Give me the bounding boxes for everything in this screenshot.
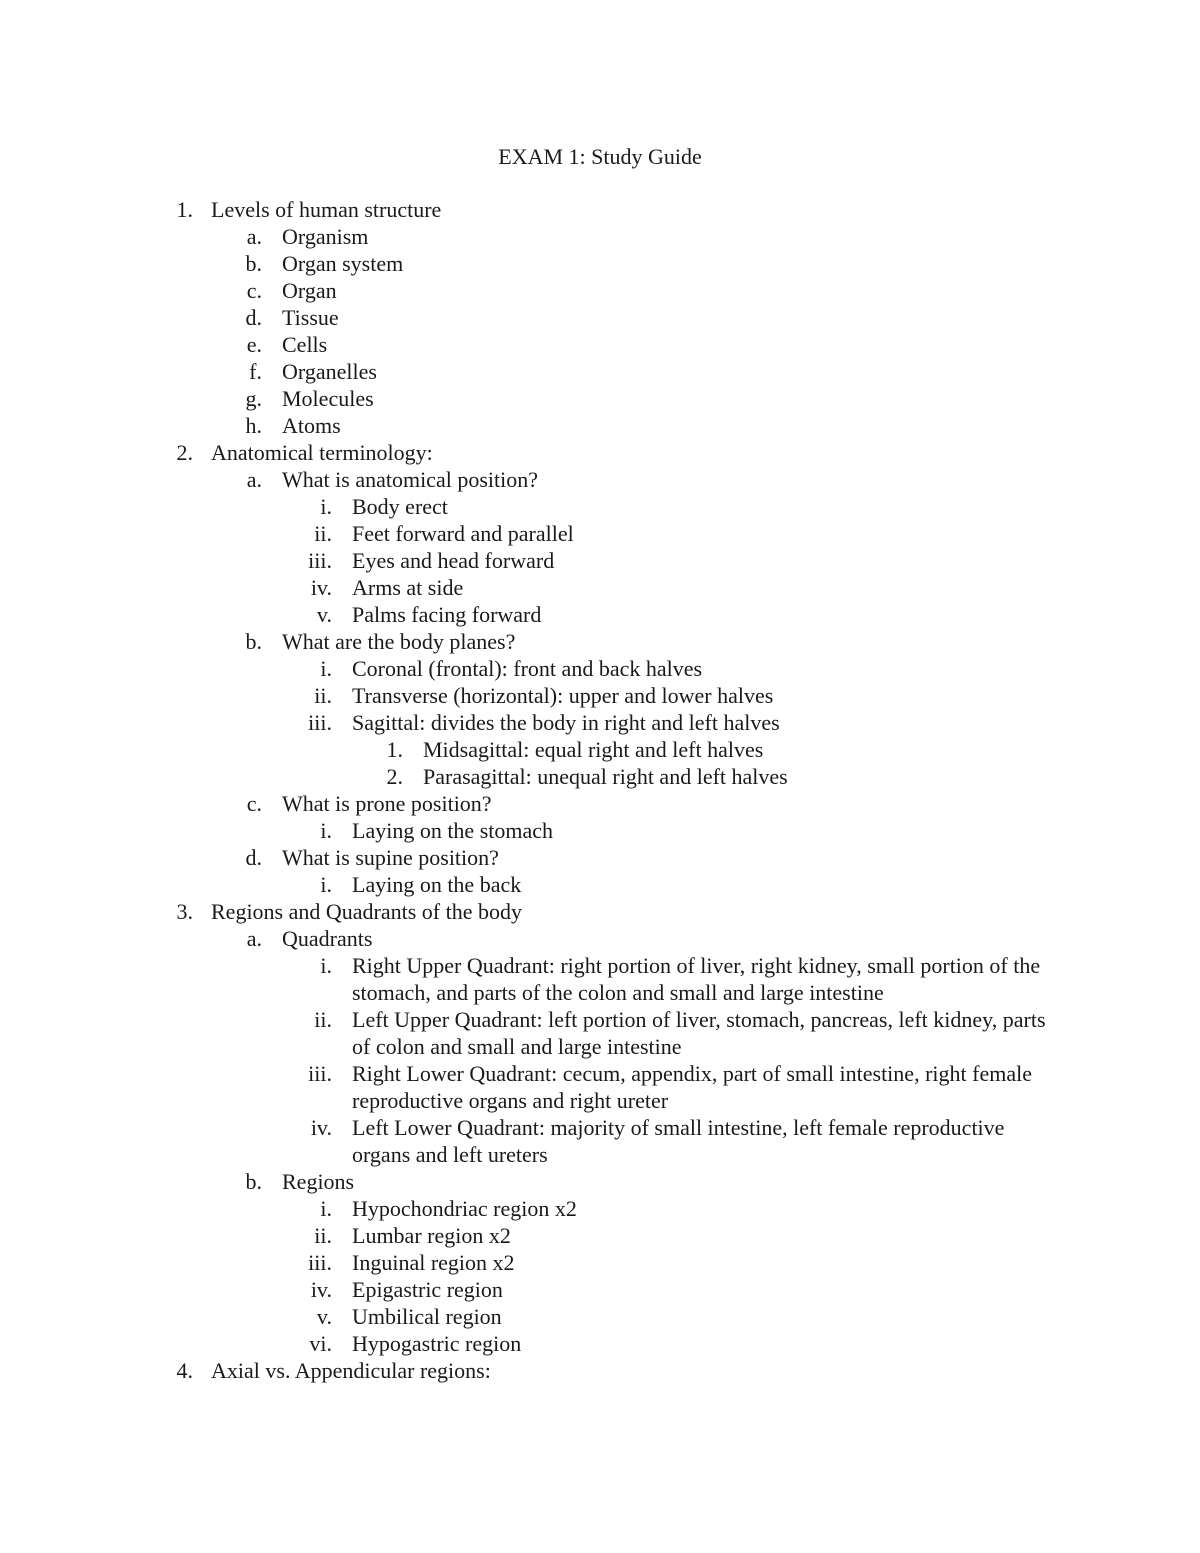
- list-marker: iv.: [310, 1277, 332, 1302]
- list-item-text: Laying on the stomach: [352, 818, 554, 843]
- outline-item: [0, 1303, 1200, 1330]
- list-item-text: Midsagittal: equal right and left halves: [423, 737, 764, 762]
- list-item-text: Inguinal region x2: [352, 1250, 515, 1275]
- list-marker: 4.: [176, 1358, 193, 1383]
- outline-item: [0, 277, 1200, 304]
- list-item-text: Organ system: [282, 251, 404, 276]
- list-marker: b.: [245, 1169, 262, 1194]
- list-item-text: Feet forward and parallel: [352, 521, 574, 546]
- list-item-text: Axial vs. Appendicular regions:: [211, 1358, 491, 1383]
- outline-item: [0, 547, 1200, 574]
- outline-item: [0, 385, 1200, 412]
- list-marker: ii.: [314, 1223, 332, 1248]
- list-item-text: Atoms: [282, 413, 341, 438]
- list-marker: iv.: [310, 575, 332, 600]
- list-item-text: Epigastric region: [352, 1277, 503, 1302]
- outline-item: [0, 358, 1200, 385]
- list-item-text: Organelles: [282, 359, 377, 384]
- list-marker: e.: [246, 332, 262, 357]
- list-item-text: Left Lower Quadrant: majority of small intestine, left female reproductive organs and left ureters: [352, 1115, 1005, 1167]
- list-marker: 2.: [386, 764, 403, 789]
- list-item-text: Anatomical terminology:: [211, 440, 433, 465]
- outline-item: [0, 196, 1200, 223]
- outline-item: [0, 736, 1200, 763]
- outline-item: [0, 1222, 1200, 1249]
- outline-item: [0, 1195, 1200, 1222]
- outline-item: [0, 871, 1200, 898]
- list-item-text: Umbilical region: [352, 1304, 502, 1329]
- list-item-text: Eyes and head forward: [352, 548, 555, 573]
- list-marker: d.: [245, 845, 262, 870]
- outline-item: [0, 925, 1200, 952]
- outline-item: [0, 655, 1200, 682]
- outline-item: [0, 682, 1200, 709]
- outline-item: [0, 763, 1200, 790]
- list-marker: g.: [245, 386, 262, 411]
- outline-item: [0, 628, 1200, 655]
- list-item-text: Molecules: [282, 386, 374, 411]
- list-marker: iii.: [308, 1250, 332, 1275]
- list-item-text: Hypogastric region: [352, 1331, 522, 1356]
- outline-item: [0, 1276, 1200, 1303]
- outline-item: [0, 844, 1200, 871]
- list-marker: iv.: [310, 1115, 332, 1140]
- page-title: EXAM 1: Study Guide: [498, 144, 702, 169]
- list-item-text: Organ: [282, 278, 337, 303]
- outline-item: [0, 601, 1200, 628]
- list-marker: i.: [320, 953, 332, 978]
- list-marker: a.: [246, 926, 262, 951]
- list-marker: 1.: [386, 737, 403, 762]
- list-item-text: Tissue: [282, 305, 339, 330]
- outline-item: [0, 790, 1200, 817]
- list-marker: ii.: [314, 1007, 332, 1032]
- list-item-text: Lumbar region x2: [352, 1223, 511, 1248]
- outline-item: [0, 1357, 1200, 1384]
- list-marker: i.: [320, 872, 332, 897]
- outline-item: [0, 1060, 1200, 1114]
- list-marker: 1.: [176, 197, 193, 222]
- list-item-text: Right Upper Quadrant: right portion of liver, right kidney, small portion of the stomach, and parts of the colon and small and large intestine: [352, 953, 1041, 1005]
- list-marker: i.: [320, 818, 332, 843]
- list-item-text: Laying on the back: [352, 872, 522, 897]
- list-item-text: Cells: [282, 332, 328, 357]
- outline-item: [0, 1249, 1200, 1276]
- outline-item: [0, 331, 1200, 358]
- list-marker: f.: [249, 359, 262, 384]
- outline-item: [0, 1114, 1200, 1168]
- list-marker: vi.: [309, 1331, 332, 1356]
- outline-item: [0, 709, 1200, 736]
- list-item-text: Organism: [282, 224, 369, 249]
- study-guide-outline: [0, 196, 1200, 1384]
- list-marker: iii.: [308, 1061, 332, 1086]
- outline-item: [0, 898, 1200, 925]
- list-item-text: Hypochondriac region x2: [352, 1196, 577, 1221]
- list-marker: ii.: [314, 683, 332, 708]
- list-marker: iii.: [308, 710, 332, 735]
- outline-item: [0, 412, 1200, 439]
- list-item-text: Right Lower Quadrant: cecum, appendix, part of small intestine, right female reproductive organs and right ureter: [352, 1061, 1032, 1113]
- list-marker: c.: [246, 278, 262, 303]
- list-marker: c.: [246, 791, 262, 816]
- list-item-text: What is anatomical position?: [282, 467, 538, 492]
- list-marker: iii.: [308, 548, 332, 573]
- outline-item: [0, 493, 1200, 520]
- outline-item: [0, 223, 1200, 250]
- list-item-text: Sagittal: divides the body in right and left halves: [352, 710, 780, 735]
- list-item-text: Transverse (horizontal): upper and lower halves: [352, 683, 774, 708]
- list-marker: 2.: [176, 440, 193, 465]
- list-item-text: Levels of human structure: [211, 197, 442, 222]
- outline-item: [0, 439, 1200, 466]
- list-item-text: Body erect: [352, 494, 448, 519]
- list-item-text: What is prone position?: [282, 791, 492, 816]
- outline-item: [0, 817, 1200, 844]
- list-marker: h.: [245, 413, 262, 438]
- list-marker: b.: [245, 629, 262, 654]
- list-marker: ii.: [314, 521, 332, 546]
- list-item-text: Regions and Quadrants of the body: [211, 899, 522, 924]
- list-marker: v.: [316, 1304, 332, 1329]
- list-item-text: Arms at side: [352, 575, 464, 600]
- list-marker: i.: [320, 656, 332, 681]
- list-marker: b.: [245, 251, 262, 276]
- list-marker: v.: [316, 602, 332, 627]
- outline-item: [0, 1330, 1200, 1357]
- list-item-text: Quadrants: [282, 926, 373, 951]
- list-marker: 3.: [176, 899, 193, 924]
- list-item-text: What are the body planes?: [282, 629, 516, 654]
- outline-item: [0, 520, 1200, 547]
- outline-item: [0, 250, 1200, 277]
- list-item-text: Palms facing forward: [352, 602, 542, 627]
- list-marker: i.: [320, 1196, 332, 1221]
- list-item-text: What is supine position?: [282, 845, 499, 870]
- outline-item: [0, 1168, 1200, 1195]
- list-item-text: Regions: [282, 1169, 355, 1194]
- outline-item: [0, 1006, 1200, 1060]
- list-item-text: Coronal (frontal): front and back halves: [352, 656, 703, 681]
- list-marker: a.: [246, 224, 262, 249]
- list-marker: d.: [245, 305, 262, 330]
- list-item-text: Parasagittal: unequal right and left halves: [423, 764, 788, 789]
- outline-item: [0, 304, 1200, 331]
- list-item-text: Left Upper Quadrant: left portion of liver, stomach, pancreas, left kidney, parts of colon and small and large intestine: [352, 1007, 1046, 1059]
- list-marker: a.: [246, 467, 262, 492]
- outline-item: [0, 466, 1200, 493]
- list-marker: i.: [320, 494, 332, 519]
- outline-item: [0, 574, 1200, 601]
- outline-item: [0, 952, 1200, 1006]
